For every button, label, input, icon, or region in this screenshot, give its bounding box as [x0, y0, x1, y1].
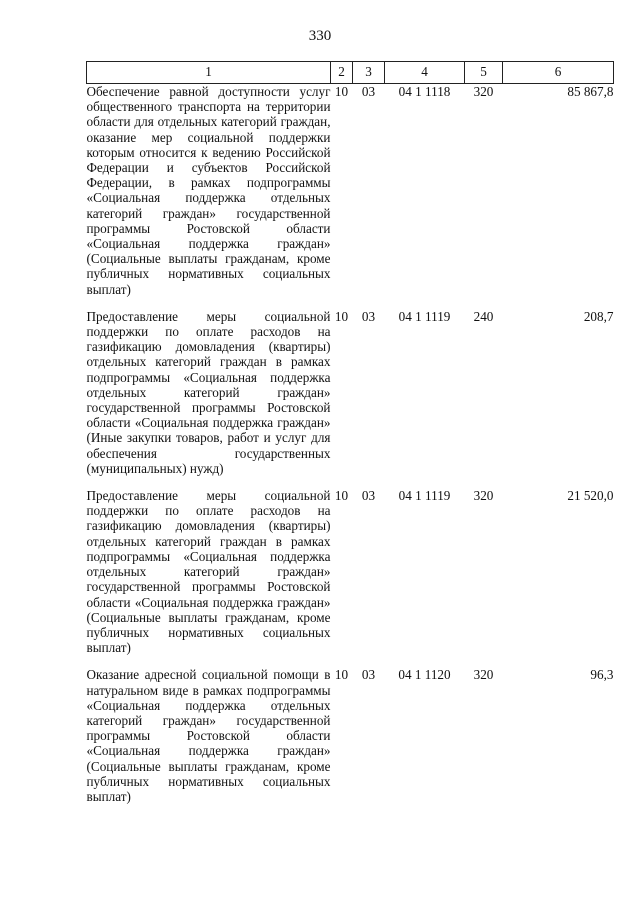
row-description: Предоставление меры социальной поддержки по оплате расходов на газификацию домовладения (квартиры) отдельных категорий граждан в рамках подпрограммы «Социальная поддержка отдельных категорий граждан» государственной программы Ростовской области «Социальная поддержка граждан» (Социальные выплаты гражданам, кроме публичных нормативных социальных выплат): [86, 488, 331, 656]
table-row: [87, 667, 614, 816]
table-row: [87, 309, 614, 488]
row-section: 10: [334, 667, 349, 683]
row-target-article: 04 1 1120: [398, 667, 451, 683]
row-subsection: 03: [361, 84, 376, 99]
column-header-5: 5: [465, 62, 503, 84]
column-header-6: 6: [503, 62, 614, 84]
row-amount: 208,7: [583, 308, 614, 324]
row-description: Предоставление меры социальной поддержки по оплате расходов на газификацию домовладения (квартиры) отдельных категорий граждан в рамках подпрограммы «Социальная поддержка отдельных категорий граждан» государственной программы Ростовской области «Социальная поддержка граждан» (Иные закупки товаров, работ и услуг для обеспечения государственных (муниципальных) нужд): [86, 308, 331, 476]
row-subsection: 03: [361, 488, 376, 504]
row-description: Обеспечение равной доступности услуг общественного транспорта на территории области для отдельных категорий граждан, оказание мер социальной поддержки которым относится к ведению Российской Федерации и субъектов Российской Федерации, в рамках подпрограммы «Социальная поддержка отдельных категорий граждан» государственной программы Ростовской области «Социальная поддержка граждан» (Социальные выплаты гражданам, кроме публичных нормативных социальных выплат): [86, 84, 331, 297]
table-row: [87, 84, 614, 309]
table-row: [87, 488, 614, 667]
column-header-1: 1: [87, 62, 331, 84]
row-expense-type: 320: [473, 667, 494, 683]
row-subsection: 03: [361, 667, 376, 683]
row-section: 10: [334, 488, 349, 504]
page-number: 330: [308, 28, 332, 44]
row-expense-type: 240: [473, 308, 494, 324]
row-expense-type: 320: [473, 488, 494, 504]
table-header-row: [87, 62, 614, 84]
row-description: Оказание адресной социальной помощи в натуральном виде в рамках подпрограммы «Социальная поддержка отдельных категорий граждан» государственной программы Ростовской области «Социальная поддержка граждан» (Социальные выплаты гражданам, кроме публичных нормативных социальных выплат): [86, 667, 331, 804]
row-target-article: 04 1 1118: [398, 84, 451, 99]
row-amount: 21 520,0: [567, 488, 614, 504]
row-amount: 96,3: [590, 667, 614, 683]
column-header-3: 3: [353, 62, 385, 84]
row-section: 10: [334, 84, 349, 99]
row-section: 10: [334, 308, 349, 324]
row-target-article: 04 1 1119: [398, 308, 451, 324]
row-expense-type: 320: [473, 84, 494, 99]
budget-table: [86, 61, 614, 816]
column-header-4: 4: [385, 62, 465, 84]
row-target-article: 04 1 1119: [398, 488, 451, 504]
row-subsection: 03: [361, 308, 376, 324]
column-header-2: 2: [331, 62, 353, 84]
row-amount: 85 867,8: [567, 84, 614, 99]
